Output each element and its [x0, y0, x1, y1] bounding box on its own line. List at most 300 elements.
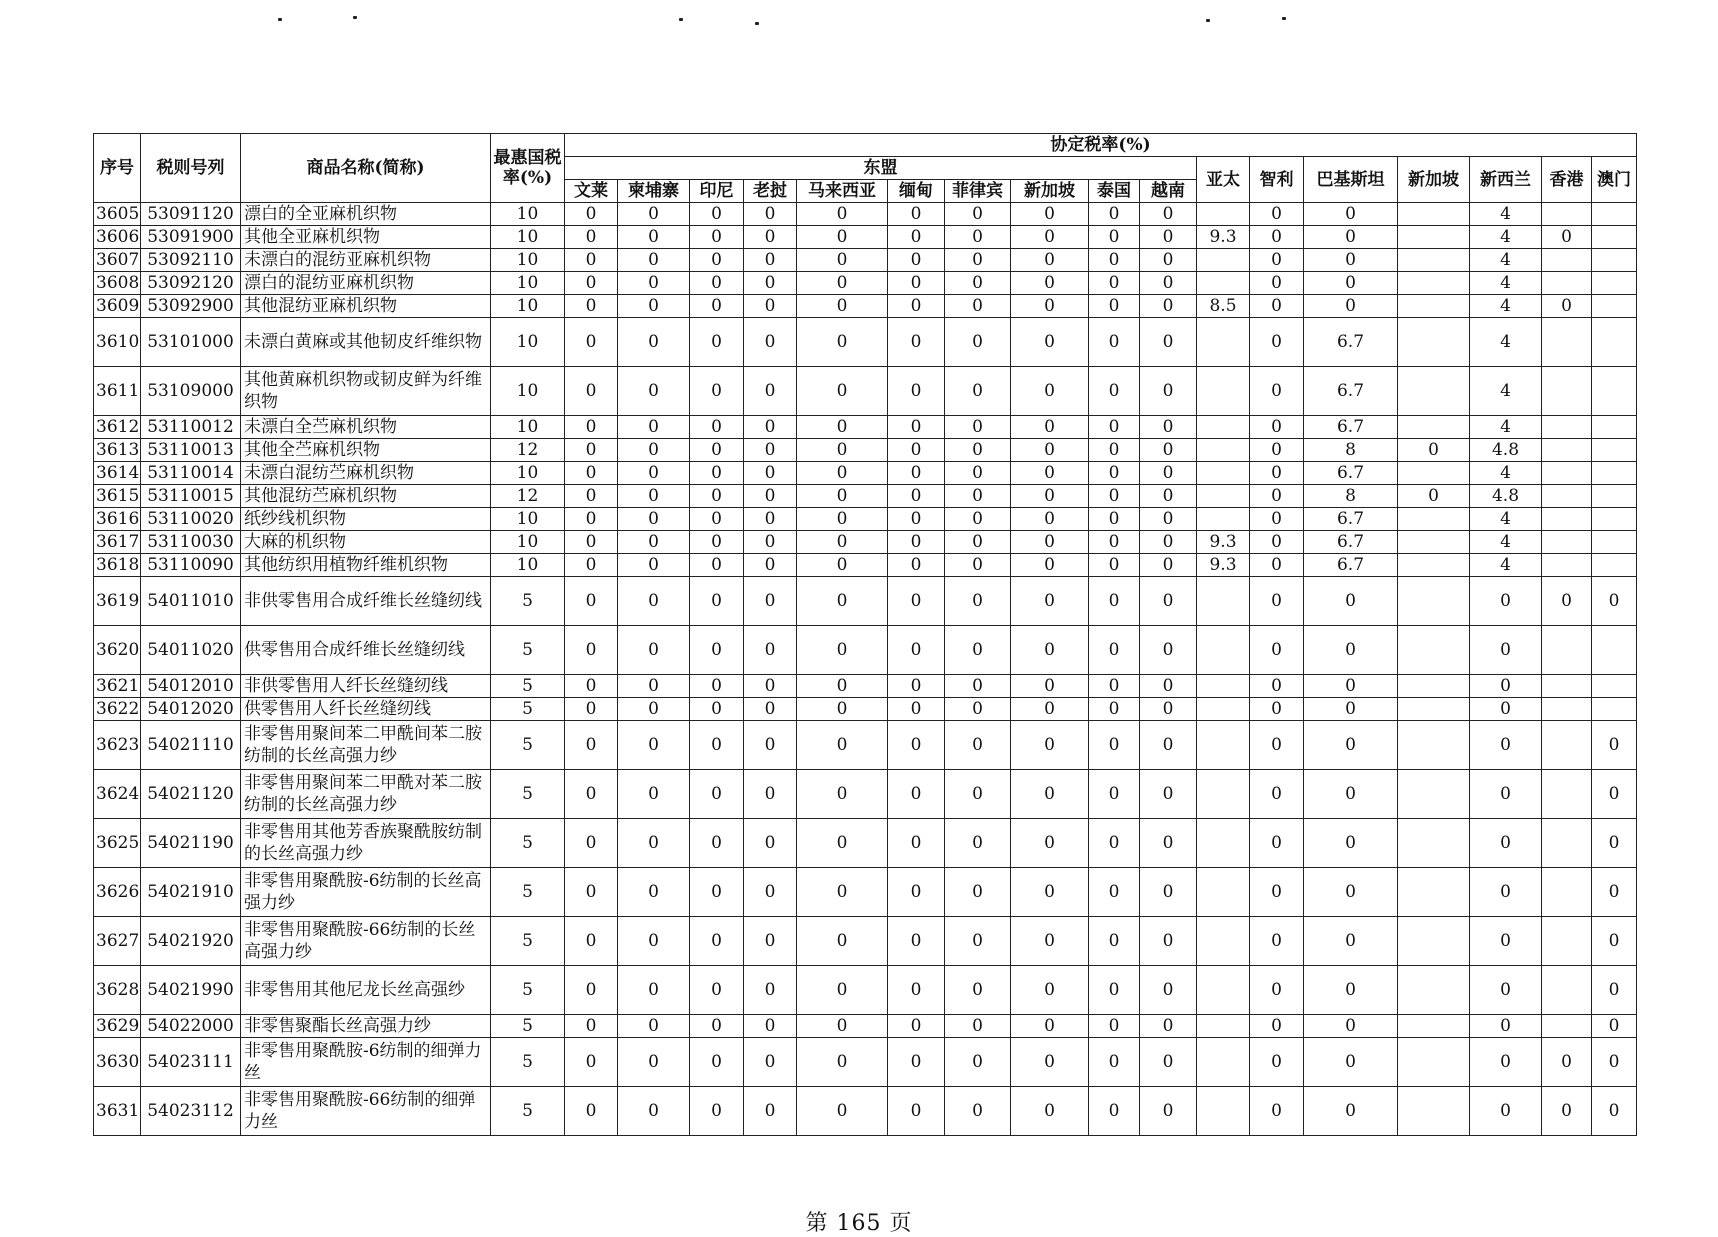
asean-rate-cell: 0 — [797, 1087, 888, 1136]
other-rate-cell — [1592, 367, 1637, 416]
asean-rate-cell: 0 — [1140, 819, 1197, 868]
other-rate-cell — [1197, 1087, 1250, 1136]
other-rate-cell: 0 — [1592, 819, 1637, 868]
asean-rate-cell: 0 — [888, 295, 945, 318]
asean-rate-cell: 0 — [565, 1087, 618, 1136]
asean-rate-cell: 0 — [618, 1087, 690, 1136]
table-row — [94, 203, 1637, 226]
asean-rate-cell: 0 — [744, 819, 797, 868]
other-rate-cell: 4 — [1470, 226, 1542, 249]
name-cell: 非零售用其他芳香族聚酰胺纺制的长丝高强力纱 — [241, 819, 491, 868]
mfn-cell: 5 — [491, 819, 565, 868]
asean-rate-cell: 0 — [1089, 917, 1140, 966]
table-row — [94, 868, 1637, 917]
seq-cell: 3627 — [94, 917, 141, 966]
asean-rate-cell: 0 — [1011, 675, 1089, 698]
mfn-cell: 5 — [491, 577, 565, 626]
code-cell: 53092900 — [141, 295, 241, 318]
seq-cell: 3606 — [94, 226, 141, 249]
asean-rate-cell: 0 — [1011, 439, 1089, 462]
other-rate-cell: 0 — [1250, 626, 1304, 675]
asean-rate-cell: 0 — [690, 226, 744, 249]
other-rate-cell — [1197, 416, 1250, 439]
other-rate-cell — [1542, 868, 1592, 917]
other-rate-cell: 4.8 — [1470, 439, 1542, 462]
asean-rate-cell: 0 — [565, 226, 618, 249]
asean-rate-cell: 0 — [1011, 485, 1089, 508]
asean-rate-cell: 0 — [1140, 675, 1197, 698]
asean-rate-cell: 0 — [1089, 249, 1140, 272]
asean-rate-cell: 0 — [1089, 462, 1140, 485]
asean-rate-cell: 0 — [888, 819, 945, 868]
asean-rate-cell: 0 — [1011, 1087, 1089, 1136]
other-rate-cell: 0 — [1304, 675, 1398, 698]
other-rate-cell — [1197, 485, 1250, 508]
other-rate-cell: 4 — [1470, 367, 1542, 416]
asean-rate-cell: 0 — [744, 485, 797, 508]
header-mfn: 最惠国税率(%) — [491, 134, 565, 203]
asean-rate-cell: 0 — [888, 1015, 945, 1038]
table-row — [94, 819, 1637, 868]
asean-rate-cell: 0 — [1089, 1015, 1140, 1038]
mfn-cell: 5 — [491, 675, 565, 698]
other-rate-cell: 0 — [1470, 770, 1542, 819]
asean-rate-cell: 0 — [1011, 508, 1089, 531]
table-row — [94, 770, 1637, 819]
asean-rate-cell: 0 — [1140, 1038, 1197, 1087]
asean-rate-cell: 0 — [1011, 203, 1089, 226]
asean-rate-cell: 0 — [945, 554, 1011, 577]
table-row — [94, 249, 1637, 272]
other-rate-cell: 6.7 — [1304, 416, 1398, 439]
asean-rate-cell: 0 — [618, 626, 690, 675]
other-rate-cell: 0 — [1592, 1038, 1637, 1087]
asean-rate-cell: 0 — [1089, 698, 1140, 721]
table-row — [94, 626, 1637, 675]
asean-rate-cell: 0 — [888, 367, 945, 416]
header-code: 税则号列 — [141, 134, 241, 203]
header-agreement: 协定税率(%) — [565, 134, 1637, 157]
asean-rate-cell: 0 — [888, 249, 945, 272]
other-rate-cell — [1592, 203, 1637, 226]
asean-rate-cell: 0 — [690, 203, 744, 226]
asean-rate-cell: 0 — [1089, 721, 1140, 770]
other-rate-cell: 0 — [1304, 698, 1398, 721]
table-row — [94, 577, 1637, 626]
other-rate-cell — [1542, 721, 1592, 770]
code-cell: 53110015 — [141, 485, 241, 508]
asean-rate-cell: 0 — [1140, 577, 1197, 626]
other-rate-cell — [1398, 868, 1470, 917]
other-rate-cell — [1542, 485, 1592, 508]
asean-rate-cell: 0 — [945, 1038, 1011, 1087]
mfn-cell: 5 — [491, 868, 565, 917]
name-cell: 未漂白黄麻或其他韧皮纤维织物 — [241, 318, 491, 367]
other-rate-cell: 0 — [1470, 698, 1542, 721]
asean-rate-cell: 0 — [618, 1038, 690, 1087]
asean-rate-cell: 0 — [565, 675, 618, 698]
asean-rate-cell: 0 — [1011, 577, 1089, 626]
asean-rate-cell: 0 — [888, 698, 945, 721]
asean-rate-cell: 0 — [690, 721, 744, 770]
asean-rate-cell: 0 — [618, 577, 690, 626]
asean-rate-cell: 0 — [797, 508, 888, 531]
other-rate-cell: 0 — [1470, 1038, 1542, 1087]
table-row — [94, 272, 1637, 295]
asean-rate-cell: 0 — [618, 295, 690, 318]
other-rate-cell: 0 — [1250, 675, 1304, 698]
other-rate-cell — [1398, 721, 1470, 770]
asean-rate-cell: 0 — [945, 367, 1011, 416]
asean-rate-cell: 0 — [618, 485, 690, 508]
asean-rate-cell: 0 — [797, 531, 888, 554]
asean-rate-cell: 0 — [1011, 272, 1089, 295]
seq-cell: 3609 — [94, 295, 141, 318]
other-rate-cell: 0 — [1250, 1038, 1304, 1087]
other-rate-cell — [1592, 485, 1637, 508]
other-rate-cell: 0 — [1304, 626, 1398, 675]
name-cell: 漂白的混纺亚麻机织物 — [241, 272, 491, 295]
asean-rate-cell: 0 — [1089, 577, 1140, 626]
asean-rate-cell: 0 — [744, 249, 797, 272]
asean-rate-cell: 0 — [744, 367, 797, 416]
other-rate-cell: 4.8 — [1470, 485, 1542, 508]
code-cell: 54021190 — [141, 819, 241, 868]
asean-rate-cell: 0 — [618, 868, 690, 917]
name-cell: 未漂白全苎麻机织物 — [241, 416, 491, 439]
asean-rate-cell: 0 — [618, 531, 690, 554]
asean-rate-cell: 0 — [1011, 318, 1089, 367]
other-rate-cell: 6.7 — [1304, 508, 1398, 531]
table-row — [94, 966, 1637, 1015]
asean-rate-cell: 0 — [945, 203, 1011, 226]
asean-rate-cell: 0 — [797, 272, 888, 295]
code-cell: 54023112 — [141, 1087, 241, 1136]
header-other-4: 新西兰 — [1470, 157, 1542, 203]
asean-rate-cell: 0 — [797, 554, 888, 577]
other-rate-cell: 0 — [1250, 249, 1304, 272]
asean-rate-cell: 0 — [1089, 508, 1140, 531]
asean-rate-cell: 0 — [618, 1015, 690, 1038]
other-rate-cell — [1398, 1087, 1470, 1136]
asean-rate-cell: 0 — [744, 439, 797, 462]
other-rate-cell — [1197, 626, 1250, 675]
name-cell: 其他全苎麻机织物 — [241, 439, 491, 462]
asean-rate-cell: 0 — [888, 770, 945, 819]
asean-rate-cell: 0 — [1140, 226, 1197, 249]
other-rate-cell — [1592, 416, 1637, 439]
other-rate-cell — [1398, 819, 1470, 868]
table-row — [94, 698, 1637, 721]
asean-rate-cell: 0 — [945, 868, 1011, 917]
seq-cell: 3618 — [94, 554, 141, 577]
asean-rate-cell: 0 — [690, 770, 744, 819]
other-rate-cell — [1398, 554, 1470, 577]
other-rate-cell: 0 — [1250, 966, 1304, 1015]
asean-rate-cell: 0 — [945, 770, 1011, 819]
asean-rate-cell: 0 — [945, 508, 1011, 531]
asean-rate-cell: 0 — [690, 416, 744, 439]
asean-rate-cell: 0 — [690, 295, 744, 318]
asean-rate-cell: 0 — [945, 577, 1011, 626]
asean-rate-cell: 0 — [797, 675, 888, 698]
other-rate-cell: 6.7 — [1304, 531, 1398, 554]
mfn-cell: 12 — [491, 439, 565, 462]
other-rate-cell — [1197, 698, 1250, 721]
asean-rate-cell: 0 — [1089, 203, 1140, 226]
asean-rate-cell: 0 — [618, 272, 690, 295]
other-rate-cell: 0 — [1304, 868, 1398, 917]
seq-cell: 3631 — [94, 1087, 141, 1136]
header-asean-4: 马来西亚 — [797, 180, 888, 203]
asean-rate-cell: 0 — [1011, 698, 1089, 721]
other-rate-cell: 0 — [1304, 295, 1398, 318]
other-rate-cell: 0 — [1542, 577, 1592, 626]
other-rate-cell — [1592, 272, 1637, 295]
other-rate-cell: 8.5 — [1197, 295, 1250, 318]
asean-rate-cell: 0 — [618, 203, 690, 226]
asean-rate-cell: 0 — [690, 819, 744, 868]
other-rate-cell — [1197, 675, 1250, 698]
other-rate-cell — [1592, 462, 1637, 485]
other-rate-cell: 0 — [1592, 868, 1637, 917]
other-rate-cell: 0 — [1304, 577, 1398, 626]
table-row — [94, 295, 1637, 318]
asean-rate-cell: 0 — [797, 485, 888, 508]
other-rate-cell — [1398, 626, 1470, 675]
other-rate-cell — [1542, 416, 1592, 439]
asean-rate-cell: 0 — [690, 531, 744, 554]
asean-rate-cell: 0 — [1140, 485, 1197, 508]
code-cell: 53110013 — [141, 439, 241, 462]
asean-rate-cell: 0 — [797, 721, 888, 770]
asean-rate-cell: 0 — [945, 721, 1011, 770]
asean-rate-cell: 0 — [1011, 1038, 1089, 1087]
asean-rate-cell: 0 — [744, 226, 797, 249]
table-row — [94, 721, 1637, 770]
other-rate-cell: 0 — [1250, 485, 1304, 508]
asean-rate-cell: 0 — [1011, 367, 1089, 416]
mfn-cell: 10 — [491, 295, 565, 318]
asean-rate-cell: 0 — [690, 698, 744, 721]
header-other-6: 澳门 — [1592, 157, 1637, 203]
asean-rate-cell: 0 — [1140, 698, 1197, 721]
name-cell: 非供零售用合成纤维长丝缝纫线 — [241, 577, 491, 626]
table-body — [94, 203, 1637, 1136]
other-rate-cell: 0 — [1304, 226, 1398, 249]
asean-rate-cell: 0 — [744, 531, 797, 554]
other-rate-cell: 9.3 — [1197, 531, 1250, 554]
table-row — [94, 508, 1637, 531]
name-cell: 漂白的全亚麻机织物 — [241, 203, 491, 226]
other-rate-cell: 0 — [1250, 462, 1304, 485]
code-cell: 53110030 — [141, 531, 241, 554]
asean-rate-cell: 0 — [690, 439, 744, 462]
code-cell: 54021110 — [141, 721, 241, 770]
other-rate-cell — [1542, 819, 1592, 868]
other-rate-cell: 0 — [1250, 868, 1304, 917]
asean-rate-cell: 0 — [1011, 1015, 1089, 1038]
table-row — [94, 226, 1637, 249]
other-rate-cell — [1542, 698, 1592, 721]
other-rate-cell — [1197, 917, 1250, 966]
asean-rate-cell: 0 — [690, 485, 744, 508]
other-rate-cell: 0 — [1304, 203, 1398, 226]
other-rate-cell: 4 — [1470, 416, 1542, 439]
asean-rate-cell: 0 — [565, 554, 618, 577]
asean-rate-cell: 0 — [744, 554, 797, 577]
other-rate-cell: 0 — [1470, 626, 1542, 675]
mfn-cell: 5 — [491, 770, 565, 819]
asean-rate-cell: 0 — [1089, 1038, 1140, 1087]
asean-rate-cell: 0 — [1089, 554, 1140, 577]
asean-rate-cell: 0 — [945, 917, 1011, 966]
seq-cell: 3608 — [94, 272, 141, 295]
asean-rate-cell: 0 — [744, 1087, 797, 1136]
asean-rate-cell: 0 — [690, 675, 744, 698]
other-rate-cell — [1592, 318, 1637, 367]
mfn-cell: 5 — [491, 917, 565, 966]
asean-rate-cell: 0 — [888, 868, 945, 917]
asean-rate-cell: 0 — [888, 226, 945, 249]
asean-rate-cell: 0 — [690, 1015, 744, 1038]
seq-cell: 3626 — [94, 868, 141, 917]
seq-cell: 3630 — [94, 1038, 141, 1087]
other-rate-cell: 0 — [1470, 675, 1542, 698]
other-rate-cell: 0 — [1250, 819, 1304, 868]
table-row — [94, 439, 1637, 462]
other-rate-cell — [1398, 1038, 1470, 1087]
asean-rate-cell: 0 — [945, 318, 1011, 367]
mfn-cell: 10 — [491, 272, 565, 295]
asean-rate-cell: 0 — [945, 698, 1011, 721]
table-row — [94, 416, 1637, 439]
asean-rate-cell: 0 — [690, 367, 744, 416]
other-rate-cell: 0 — [1592, 1087, 1637, 1136]
other-rate-cell — [1542, 554, 1592, 577]
other-rate-cell: 0 — [1470, 917, 1542, 966]
other-rate-cell — [1398, 318, 1470, 367]
asean-rate-cell: 0 — [690, 966, 744, 1015]
other-rate-cell: 0 — [1470, 868, 1542, 917]
asean-rate-cell: 0 — [1011, 416, 1089, 439]
mfn-cell: 10 — [491, 462, 565, 485]
header-asean-8: 泰国 — [1089, 180, 1140, 203]
other-rate-cell — [1542, 508, 1592, 531]
asean-rate-cell: 0 — [565, 508, 618, 531]
asean-rate-cell: 0 — [565, 367, 618, 416]
asean-rate-cell: 0 — [565, 272, 618, 295]
asean-rate-cell: 0 — [565, 626, 618, 675]
header-seq: 序号 — [94, 134, 141, 203]
header-other-2: 巴基斯坦 — [1304, 157, 1398, 203]
asean-rate-cell: 0 — [1140, 554, 1197, 577]
asean-rate-cell: 0 — [690, 917, 744, 966]
other-rate-cell: 0 — [1398, 485, 1470, 508]
asean-rate-cell: 0 — [1089, 295, 1140, 318]
other-rate-cell: 6.7 — [1304, 554, 1398, 577]
seq-cell: 3622 — [94, 698, 141, 721]
other-rate-cell: 0 — [1304, 917, 1398, 966]
seq-cell: 3619 — [94, 577, 141, 626]
asean-rate-cell: 0 — [1140, 295, 1197, 318]
other-rate-cell: 0 — [1304, 1038, 1398, 1087]
asean-rate-cell: 0 — [744, 203, 797, 226]
name-cell: 非零售用聚间苯二甲酰间苯二胺纺制的长丝高强力纱 — [241, 721, 491, 770]
mfn-cell: 5 — [491, 721, 565, 770]
seq-cell: 3629 — [94, 1015, 141, 1038]
asean-rate-cell: 0 — [1089, 485, 1140, 508]
other-rate-cell: 0 — [1250, 721, 1304, 770]
other-rate-cell — [1542, 531, 1592, 554]
other-rate-cell — [1592, 675, 1637, 698]
table-row — [94, 318, 1637, 367]
asean-rate-cell: 0 — [565, 295, 618, 318]
asean-rate-cell: 0 — [945, 462, 1011, 485]
header-asean-0: 文莱 — [565, 180, 618, 203]
other-rate-cell: 0 — [1592, 577, 1637, 626]
asean-rate-cell: 0 — [1140, 626, 1197, 675]
name-cell: 其他纺织用植物纤维机织物 — [241, 554, 491, 577]
table-row — [94, 485, 1637, 508]
code-cell: 53110014 — [141, 462, 241, 485]
name-cell: 非零售聚酯长丝高强力纱 — [241, 1015, 491, 1038]
other-rate-cell — [1542, 249, 1592, 272]
asean-rate-cell: 0 — [1011, 917, 1089, 966]
asean-rate-cell: 0 — [1011, 819, 1089, 868]
asean-rate-cell: 0 — [744, 272, 797, 295]
code-cell: 54023111 — [141, 1038, 241, 1087]
other-rate-cell — [1542, 203, 1592, 226]
asean-rate-cell: 0 — [797, 462, 888, 485]
code-cell: 54021120 — [141, 770, 241, 819]
asean-rate-cell: 0 — [888, 203, 945, 226]
other-rate-cell — [1197, 462, 1250, 485]
other-rate-cell — [1592, 554, 1637, 577]
asean-rate-cell: 0 — [618, 698, 690, 721]
name-cell: 非零售用其他尼龙长丝高强纱 — [241, 966, 491, 1015]
other-rate-cell: 0 — [1304, 819, 1398, 868]
asean-rate-cell: 0 — [888, 531, 945, 554]
asean-rate-cell: 0 — [690, 554, 744, 577]
asean-rate-cell: 0 — [618, 416, 690, 439]
asean-rate-cell: 0 — [1089, 868, 1140, 917]
table-row — [94, 1015, 1637, 1038]
asean-rate-cell: 0 — [797, 770, 888, 819]
asean-rate-cell: 0 — [1011, 770, 1089, 819]
other-rate-cell — [1197, 249, 1250, 272]
other-rate-cell: 0 — [1250, 770, 1304, 819]
seq-cell: 3625 — [94, 819, 141, 868]
asean-rate-cell: 0 — [1011, 462, 1089, 485]
asean-rate-cell: 0 — [690, 508, 744, 531]
seq-cell: 3614 — [94, 462, 141, 485]
asean-rate-cell: 0 — [1011, 249, 1089, 272]
asean-rate-cell: 0 — [1140, 966, 1197, 1015]
other-rate-cell: 4 — [1470, 295, 1542, 318]
asean-rate-cell: 0 — [1140, 416, 1197, 439]
asean-rate-cell: 0 — [744, 1015, 797, 1038]
code-cell: 54011020 — [141, 626, 241, 675]
header-asean: 东盟 — [565, 157, 1197, 180]
asean-rate-cell: 0 — [888, 966, 945, 1015]
code-cell: 53110020 — [141, 508, 241, 531]
asean-rate-cell: 0 — [888, 485, 945, 508]
asean-rate-cell: 0 — [744, 318, 797, 367]
asean-rate-cell: 0 — [945, 272, 1011, 295]
other-rate-cell: 0 — [1250, 577, 1304, 626]
other-rate-cell — [1398, 416, 1470, 439]
